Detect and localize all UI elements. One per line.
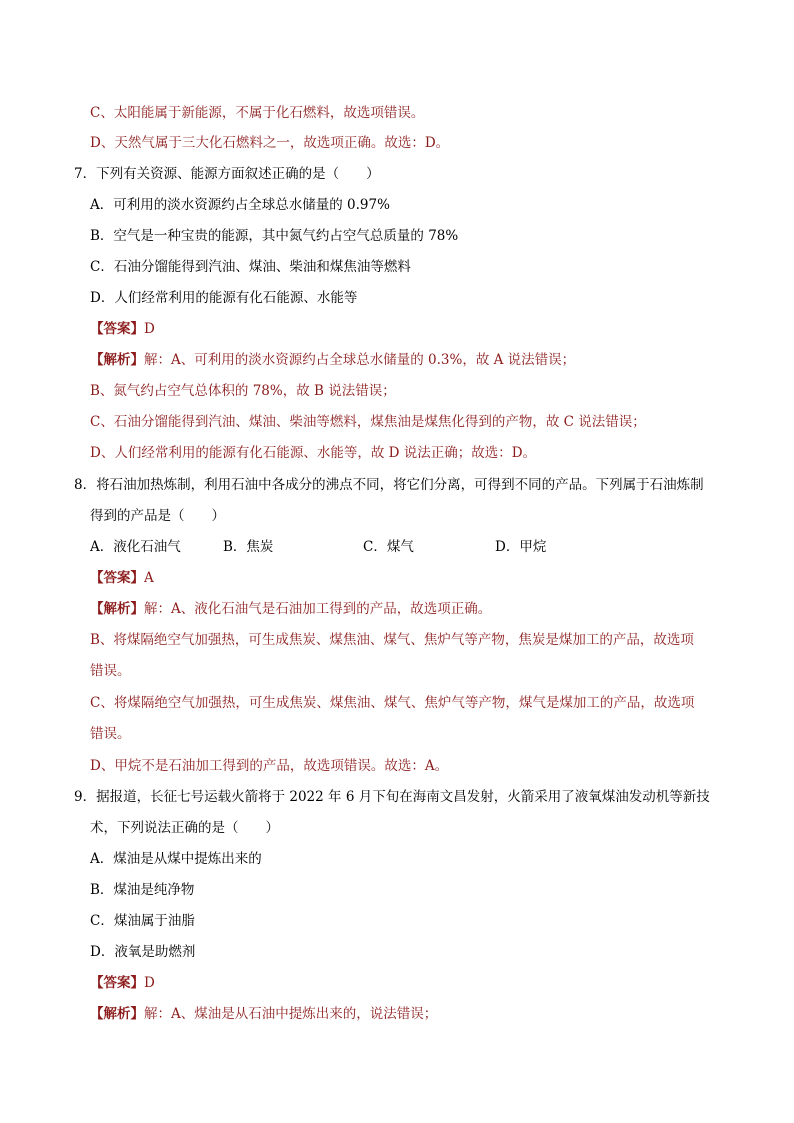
analysis-text: 解：A、液化石油气是石油加工得到的产品，故选项正确。 [144, 601, 492, 617]
question-8-option-c: C．煤气 [363, 539, 414, 555]
question-7-option-c: C．石油分馏能得到汽油、煤油、柴油和煤焦油等燃料 [90, 259, 411, 275]
question-8-analysis-1 [90, 599, 491, 619]
question-8-answer [90, 568, 154, 588]
question-7-answer [90, 319, 155, 339]
question-9-option-b: B．煤油是纯净物 [90, 882, 195, 898]
question-8-stem-line-1: 8．将石油加热炼制，利用石油中各成分的沸点不同，将它们分离，可得到不同的产品。下列属于石油炼制 [74, 477, 704, 493]
question-9-option-d: D．液氧是助燃剂 [90, 944, 196, 960]
question-8-stem-line-2: 得到的产品是（ ） [90, 508, 225, 524]
answer-tag: 【答案】 [90, 321, 144, 337]
answer-value: D [144, 321, 155, 337]
analysis-tag: 【解析】 [90, 352, 144, 368]
question-7-analysis-2: B、氮气约占空气总体积的 78%，故 B 说法错误； [90, 383, 396, 399]
question-8-analysis-5: 错误。 [90, 726, 131, 742]
question-8-option-b: B．焦炭 [223, 539, 274, 555]
question-9-stem-line-2: 术，下列说法正确的是（ ） [90, 820, 279, 836]
analysis-text: 解：A、煤油是从石油中提炼出来的，说法错误； [144, 1006, 438, 1022]
question-7-option-a: A．可利用的淡水资源约占全球总水储量的 0.97% [90, 197, 390, 213]
question-8-option-a: A．液化石油气 [90, 539, 181, 555]
analysis-tag: 【解析】 [90, 1006, 144, 1022]
question-8-option-d: D．甲烷 [495, 539, 547, 555]
question-8-analysis-6: D、甲烷不是石油加工得到的产品，故选项错误。故选：A。 [90, 758, 449, 774]
question-9-option-a: A．煤油是从煤中提炼出来的 [90, 851, 262, 867]
top-analysis-d: D、天然气属于三大化石燃料之一，故选项正确。故选：D。 [90, 135, 450, 151]
analysis-text: 解：A、可利用的淡水资源约占全球总水储量的 0.3%，故 A 说法错误； [144, 352, 576, 368]
question-9-option-c: C．煤油属于油脂 [90, 913, 195, 929]
analysis-tag: 【解析】 [90, 601, 144, 617]
answer-value: D [144, 975, 155, 991]
question-8-options [90, 537, 546, 557]
question-7-analysis-1 [90, 350, 575, 370]
answer-value: A [144, 570, 154, 586]
question-8-analysis-2: B、将煤隔绝空气加强热，可生成焦炭、煤焦油、煤气、焦炉气等产物，焦炭是煤加工的产品，故选项 [90, 632, 694, 648]
question-9-stem-line-1: 9．据报道，长征七号运载火箭将于 2022 年 6 月下旬在海南文昌发射，火箭采用了液氧煤油发动机等新技 [74, 789, 710, 805]
question-7-option-d: D．人们经常利用的能源有化石能源、水能等 [90, 290, 358, 306]
question-7-option-b: B．空气是一种宝贵的能源，其中氮气约占空气总质量的 78% [90, 228, 459, 244]
answer-tag: 【答案】 [90, 570, 144, 586]
question-7-analysis-4: D、人们经常利用的能源有化石能源、水能等，故 D 说法正确；故选：D。 [90, 445, 537, 461]
top-analysis-c: C、太阳能属于新能源，不属于化石燃料，故选项错误。 [90, 105, 425, 121]
question-7-analysis-3: C、石油分馏能得到汽油、煤油、柴油等燃料，煤焦油是煤焦化得到的产物，故 C 说法错误； [90, 414, 646, 430]
question-7-stem: 7．下列有关资源、能源方面叙述正确的是（ ） [74, 166, 380, 182]
question-8-analysis-4: C、将煤隔绝空气加强热，可生成焦炭、煤焦油、煤气、焦炉气等产物，煤气是煤加工的产品，故选项 [90, 695, 695, 711]
question-8-analysis-3: 错误。 [90, 663, 131, 679]
question-9-analysis-1 [90, 1004, 437, 1024]
answer-tag: 【答案】 [90, 975, 144, 991]
question-9-answer [90, 973, 155, 993]
